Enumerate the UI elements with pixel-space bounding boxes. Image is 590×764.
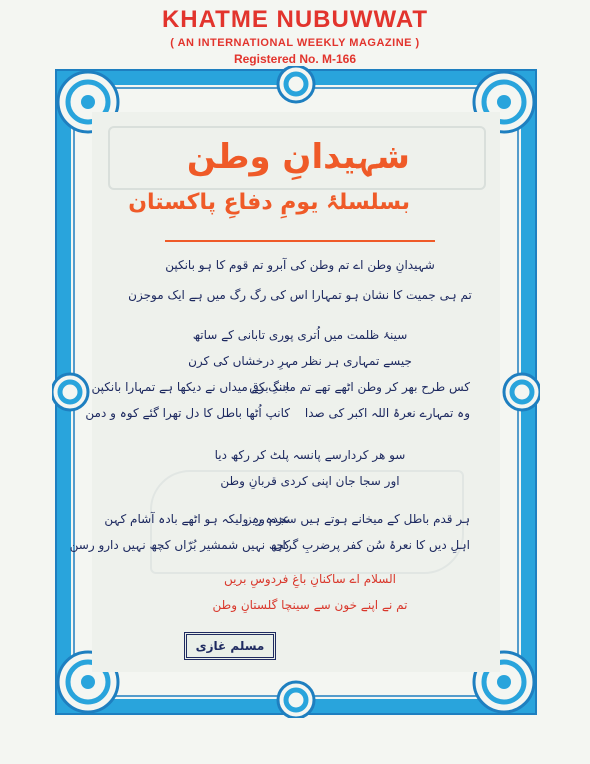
verse-line: تم نے اپنے خون سے سینچا گلستانِ وطن bbox=[212, 598, 408, 612]
verse-line: اہلِ دیں کا نعرۂ سُن کفر پرضربِ گراں bbox=[273, 538, 470, 552]
poem-title: شہیدانِ وطن bbox=[186, 137, 410, 177]
verse-line: کچھ نہیں شمشیر بُرّاں کچھ نہیں دارو رسن bbox=[69, 538, 290, 552]
verse-line: اور سجا جان اپنی کردی قربانِ وطن bbox=[220, 474, 400, 488]
verse-line: تم ہی جمیت کا نشان ہو تمہارا اس کی رگ رگ میں ہے ایک موجزن bbox=[128, 288, 472, 302]
registration-number: Registered No. M-166 bbox=[233, 52, 357, 66]
verse-line: کانپ اُٹھا باطل کا دل تھرا گئے کوہ و دمن bbox=[85, 406, 290, 420]
verse-line: سینۂ ظلمت میں اُتری پوری تابانی کے ساتھ bbox=[192, 328, 408, 342]
title-divider bbox=[165, 240, 435, 242]
verse-line: شہیدانِ وطن اے تم وطن کی آبرو تم قوم کا ہو بانکپن bbox=[165, 258, 435, 272]
poem-subtitle: بسلسلۂ یومِ دفاعِ پاکستان bbox=[128, 190, 410, 215]
author-name: مسلم غازی bbox=[195, 639, 265, 653]
verse-line: السلام اے ساکنانِ باغِ فردوسِ بریں bbox=[224, 572, 396, 586]
magazine-title: KHATME NUBUWWAT bbox=[161, 6, 429, 33]
verse-line: وہ تمہارے نعرۂ اللہ اکبر کی صدا bbox=[304, 406, 470, 420]
verse-line: سو ھر کردارسے پانسہ پلٹ کر رکھ دیا bbox=[214, 448, 406, 462]
verse-line: عزم وہ ولیکہ ہو اٹھے بادہ آشام کہن bbox=[104, 512, 290, 526]
verse-line: ہر قدم باطل کے میخانے ہوتے ہیں سجدہ ریز bbox=[245, 512, 470, 526]
verse-line: جیسے تمہاری ہر نظر مہرِ درخشاں کی کرن bbox=[188, 354, 412, 368]
magazine-subtitle: ( AN INTERNATIONAL WEEKLY MAGAZINE ) bbox=[170, 37, 420, 49]
author-name-box bbox=[184, 632, 276, 660]
verse-line: جنگ کے میداں نے دیکھا ہے تمہارا بانکپن bbox=[91, 380, 290, 394]
verse-line: کس طرح بھر کر وطن اٹھے تھے تم مانندِ برق bbox=[249, 380, 470, 394]
